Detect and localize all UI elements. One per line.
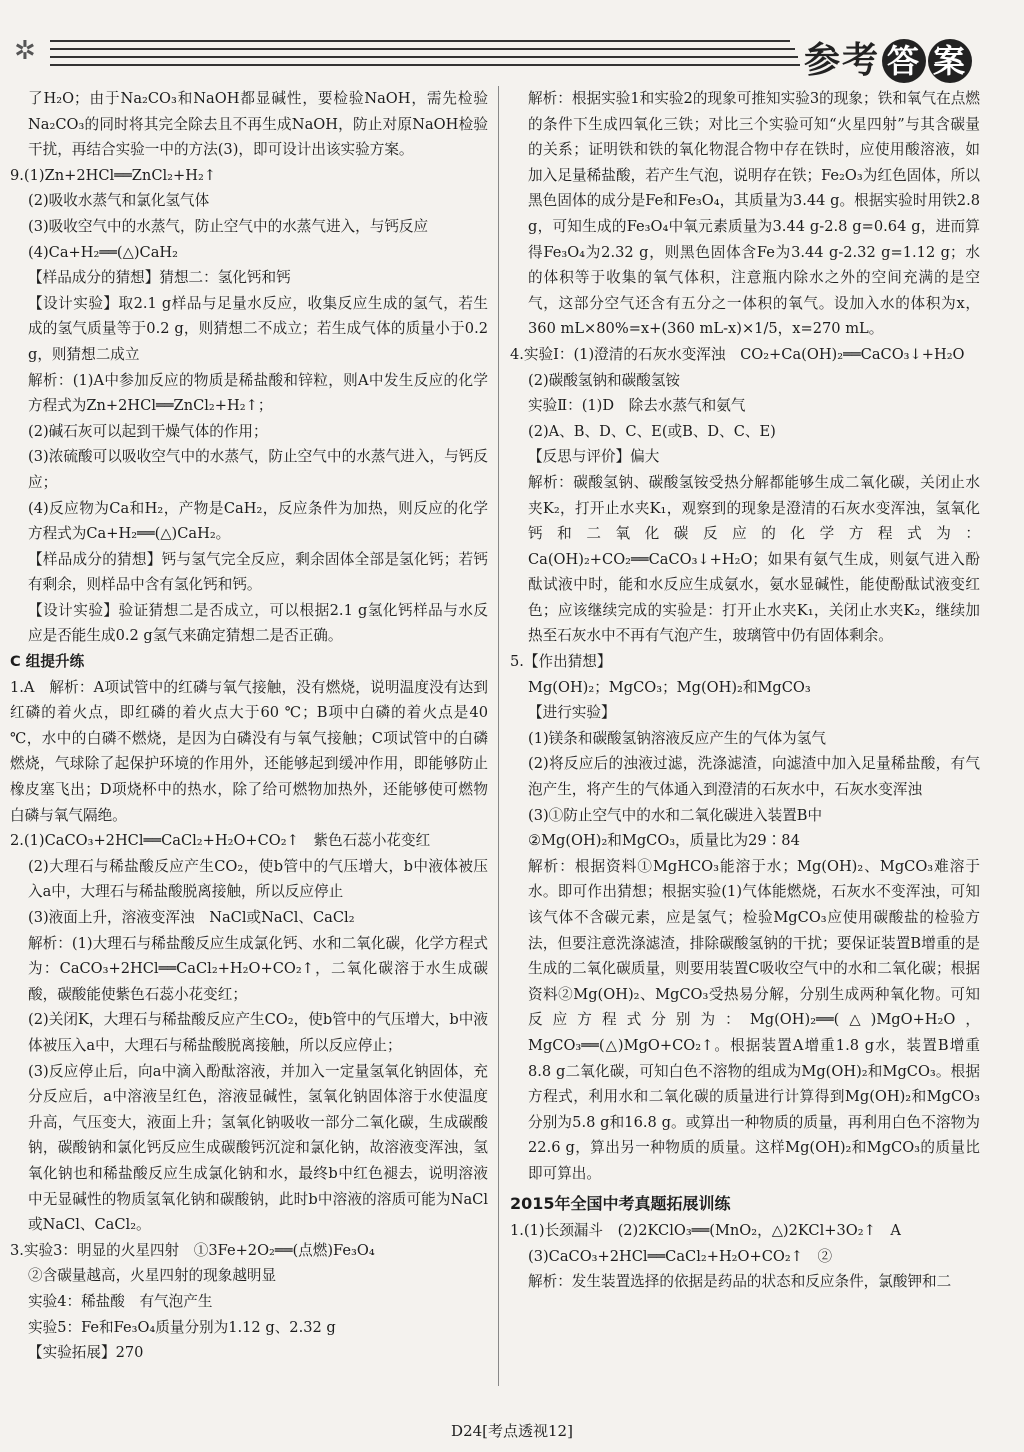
- text-paragraph: 【设计实验】验证猜想二是否成立，可以根据2.1 g氢化钙样品与水反应是否能生成0.2 g氢气来确定猜想二是否正确。: [28, 601, 488, 645]
- text-paragraph: 1.(1)长颈漏斗 (2)2KClO₃══(MnO₂，△)2KCl+3O₂↑ A: [510, 1222, 901, 1240]
- text-paragraph: 解析：(1)大理石与稀盐酸反应生成氯化钙、水和二氧化碳，化学方程式为：CaCO₃+2HCl══CaCl₂+H₂O+CO₂↑，二氧化碳溶于水生成碳酸，碳酸能使紫色石蕊小花变红；: [28, 934, 488, 1003]
- header-rule: [50, 56, 798, 58]
- text-paragraph: ②Mg(OH)₂和MgCO₃，质量比为29∶84: [528, 832, 800, 850]
- text-paragraph: 【样品成分的猜想】钙与氢气完全反应，剩余固体全部是氢化钙；若钙有剩余，则样品中含有氢化钙和钙。: [28, 550, 488, 594]
- text-paragraph: 解析：(1)A中参加反应的物质是稀盐酸和锌粒，则A中发生反应的化学方程式为Zn+2HCl══ZnCl₂+H₂↑；: [28, 371, 488, 415]
- text-paragraph: 3.实验3：明显的火星四射 ①3Fe+2O₂══(点燃)Fe₃O₄: [10, 1241, 375, 1259]
- header-title-highlight: 答: [882, 39, 926, 83]
- text-paragraph: (3)吸收空气中的水蒸气，防止空气中的水蒸气进入，与钙反应: [28, 217, 429, 235]
- text-paragraph: (2)关闭K，大理石与稀盐酸反应产生CO₂，使b管中的气压增大，b中液体被压入a中，大理石与稀盐酸脱离接触，所以反应停止；: [28, 1011, 488, 1054]
- header-rule: [50, 64, 800, 66]
- text-paragraph: 解析：发生装置选择的依据是药品的状态和反应条件，氯酸钾和二: [528, 1273, 952, 1291]
- text-paragraph: 9.(1)Zn+2HCl══ZnCl₂+H₂↑: [10, 166, 217, 184]
- text-paragraph: (2)将反应后的浊液过滤，洗涤滤渣，向滤渣中加入足量稀盐酸，有气泡产生，将产生的气体通入到澄清的石灰水中，石灰水变浑浊: [528, 755, 980, 799]
- text-paragraph: 4.实验Ⅰ：(1)澄清的石灰水变浑浊 CO₂+Ca(OH)₂══CaCO₃↓+H₂O: [510, 345, 965, 363]
- text-paragraph: (2)碳酸氢钠和碳酸氢铵: [528, 371, 681, 389]
- header-rule: [50, 48, 795, 50]
- text-paragraph: 1.A 解析：A项试管中的红磷与氧气接触，没有燃烧，说明温度没有达到红磷的着火点，即红磷的着火点大于60 ℃；B项中白磷的着火点是40 ℃，水中的白磷不燃烧，是因为白磷没有与氧气接触；C项试管中的白磷燃烧，气球除了起保护环境的作用外，还能够起到缓冲作用，即能够防止橡皮塞飞出；D项烧杯中的热水，除了给可燃物加热外，还能够使可燃物白磷与氧气隔绝。: [10, 678, 488, 824]
- text-paragraph: 【样品成分的猜想】猜想二：氢化钙和钙: [28, 269, 291, 287]
- text-paragraph: 解析：根据资料①MgHCO₃能溶于水；Mg(OH)₂、MgCO₃难溶于水。即可作出猜想；根据实验(1)气体能燃烧，石灰水不变浑浊，可知该气体不含碳元素，应是氢气；检验MgCO₃应使用碳酸盐的检验方法，但要注意洗涤滤渣，排除碳酸氢钠的干扰；要保证装置B增重的是生成的二氧化碳质量，则要用装置C吸收空气中的水和二氧化碳；根据资料②Mg(OH)₂、MgCO₃受热易分解，分别生成两种氧化物。可知反应方程式分别为：Mg(OH)₂══(△)MgO+H₂O，MgCO₃══(△)MgO+CO₂↑。根据装置A增重1.8 g水，装置B增重8.8 g二氧化碳，可知白色不溶物的组成为Mg(OH)₂和MgCO₃。根据方程式，利用水和二氧化碳的质量进行计算得到Mg(OH)₂和MgCO₃分别为5.8 g和16.8 g。或算出一种物质的质量，再利用白色不溶物为22.6 g，算出另一种物质的质量。这样Mg(OH)₂和MgCO₃的质量比即可算出。: [528, 857, 980, 1182]
- text-paragraph: 解析：碳酸氢钠、碳酸氢铵受热分解都能够生成二氧化碳，关闭止水夹K₂，打开止水夹K₁，观察到的现象是澄清的石灰水变浑浊，氢氧化钙和二氧化碳反应的化学方程式为：Ca(OH)₂+CO₂══CaCO₃↓+H₂O；如果有氨气生成，则氨气进入酚酞试液中时，能和水反应生成氨水，氨水显碱性，能使酚酞试液变红色；应该继续完成的实验是：打开止水夹K₁，关闭止水夹K₂，继续加热至石灰水中不再有气泡产生，玻璃管中仍有固体剩余。: [528, 473, 980, 645]
- text-paragraph: 实验5：Fe和Fe₃O₄质量分别为1.12 g、2.32 g: [28, 1318, 336, 1336]
- text-paragraph: (2)大理石与稀盐酸反应产生CO₂，使b管中的气压增大，b中液体被压入a中，大理石与稀盐酸脱离接触，所以反应停止: [28, 857, 488, 901]
- text-paragraph: 【进行实验】: [528, 704, 616, 722]
- text-paragraph: (4)反应物为Ca和H₂，产物是CaH₂，反应条件为加热，则反应的化学方程式为Ca+H₂══(△)CaH₂。: [28, 499, 488, 543]
- text-paragraph: 2.(1)CaCO₃+2HCl══CaCl₂+H₂O+CO₂↑ 紫色石蕊小花变红: [10, 832, 431, 850]
- page-number: D24[考点透视12]: [451, 1422, 573, 1440]
- gear-icon: ✲: [14, 36, 36, 66]
- text-paragraph: (2)A、B、D、C、E(或B、D、C、E): [528, 422, 776, 440]
- text-paragraph: 5.【作出猜想】: [510, 653, 612, 671]
- right-column: [510, 86, 980, 1396]
- section-heading: C 组提升练: [10, 653, 85, 671]
- text-paragraph: 了H₂O；由于Na₂CO₃和NaOH都显碱性，要检验NaOH，需先检验Na₂CO₃的同时将其完全除去且不再生成NaOH，防止对原NaOH检验干扰，再结合实验一中的方法(3)，即可设计出该实验方案。: [28, 90, 488, 159]
- text-paragraph: 解析：根据实验1和实验2的现象可推知实验3的现象；铁和氧气在点燃的条件下生成四氧化三铁；对比三个实验可知“火星四射”与其含碳量的关系；证明铁和铁的氧化物混合物中存在铁时，应使用酸溶液，如加入足量稀盐酸，若产生气泡，说明存在铁；Fe₂O₃为红色固体，所以黑色固体的成分是Fe和Fe₃O₄，其质量为3.44 g。根据实验时用铁2.8 g，可知生成的Fe₃O₄中氧元素质量为3.44 g-2.8 g=0.64 g，进而算得Fe₃O₄为2.32 g，则黑色固体含Fe为3.44 g-2.32 g=1.12 g；水的体积等于收集的氧气体积，注意瓶内除水之外的空间充满的是空气，这部分空气还含有五分之一体积的氧气。设加入水的体积为x，360 mL×80%=x+(360 mL-x)×1/5，x=270 mL。: [528, 90, 980, 338]
- column-divider: [498, 86, 499, 1386]
- page-header: [0, 0, 1024, 80]
- text-paragraph: ②含碳量越高，火星四射的现象越明显: [28, 1267, 277, 1285]
- text-paragraph: (3)①防止空气中的水和二氧化碳进入装置B中: [528, 806, 823, 824]
- section-heading: 2015年全国中考真题拓展训练: [510, 1193, 731, 1213]
- header-title-text: 参考: [803, 40, 880, 81]
- text-paragraph: 【设计实验】取2.1 g样品与足量水反应，收集反应生成的氢气，若生成的氢气质量等于0.2 g，则猜想二不成立；若生成气体的质量小于0.2 g，则猜想二成立: [28, 294, 488, 363]
- text-paragraph: Mg(OH)₂；MgCO₃；Mg(OH)₂和MgCO₃: [528, 678, 811, 696]
- text-paragraph: (3)液面上升，溶液变浑浊 NaCl或NaCl、CaCl₂: [28, 909, 355, 926]
- text-paragraph: (2)碱石灰可以起到干燥气体的作用；: [28, 422, 268, 440]
- text-paragraph: (3)反应停止后，向a中滴入酚酞溶液，并加入一定量氢氧化钠固体，充分反应后，a中溶液呈红色，溶液显碱性，氢氧化钠固体溶于水使温度升高，气压变大，液面上升；氢氧化钠吸收一部分二氧化碳，生成碳酸钠，碳酸钠和氯化钙反应生成碳酸钙沉淀和氯化钠，故溶液变浑浊，氢氧化钠也和稀盐酸反应生成氯化钠和水，最终b中红色褪去，说明溶液中无显碱性的物质氢氧化钠和碳酸钠，此时b中溶液的溶质可能为NaCl或NaCl、CaCl₂。: [28, 1062, 488, 1234]
- text-paragraph: (3)浓硫酸可以吸收空气中的水蒸气，防止空气中的水蒸气进入，与钙反应；: [28, 448, 488, 491]
- text-paragraph: 【反思与评价】偏大: [528, 448, 660, 466]
- header-title-highlight: 案: [928, 39, 972, 83]
- text-paragraph: (3)CaCO₃+2HCl══CaCl₂+H₂O+CO₂↑ ②: [528, 1247, 833, 1265]
- left-column: [10, 86, 488, 1396]
- text-paragraph: 实验Ⅱ：(1)D 除去水蒸气和氨气: [528, 397, 746, 415]
- header-rule: [50, 40, 790, 42]
- text-paragraph: 【实验拓展】270: [28, 1344, 144, 1362]
- header-title: [804, 32, 972, 83]
- text-paragraph: 实验4：稀盐酸 有气泡产生: [28, 1292, 213, 1310]
- text-paragraph: (2)吸收水蒸气和氯化氢气体: [28, 192, 210, 210]
- text-paragraph: (1)镁条和碳酸氢钠溶液反应产生的气体为氢气: [528, 729, 826, 747]
- text-paragraph: (4)Ca+H₂══(△)CaH₂: [28, 243, 178, 261]
